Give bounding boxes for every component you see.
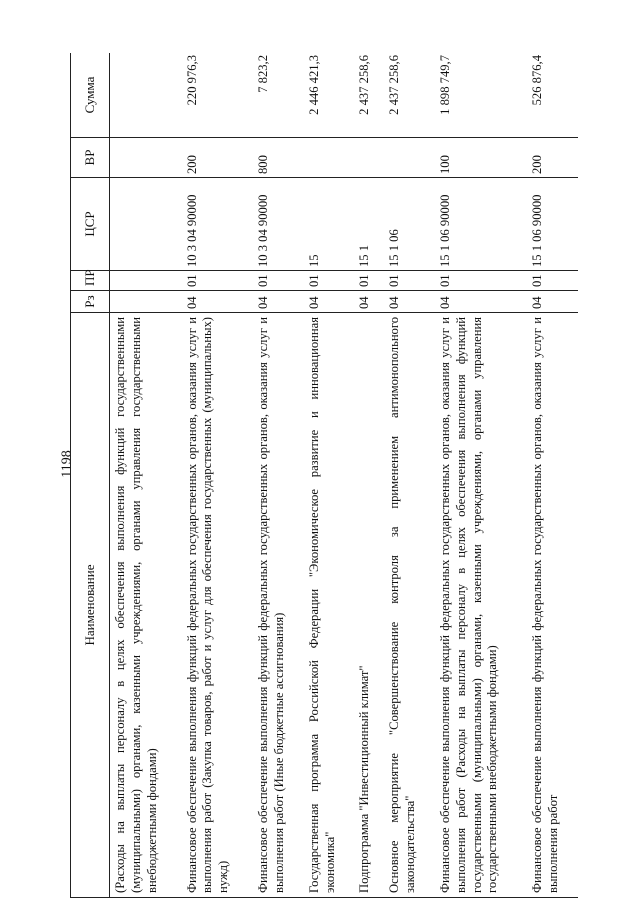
table-row <box>527 53 578 898</box>
row-csr: 10 3 04 90000 <box>253 178 304 271</box>
row-sum: 220 976,3 <box>182 53 253 138</box>
row-sum: 1 898 749,7 <box>435 53 527 138</box>
row-rz: 04 <box>253 291 304 313</box>
table-header-row <box>71 53 110 898</box>
row-csr: 10 3 04 90000 <box>182 178 253 271</box>
row-pr: 01 <box>384 271 435 291</box>
row-vr <box>304 138 355 178</box>
row-name: Подпрограмма "Инвестиционный климат" <box>354 313 384 898</box>
budget-table <box>70 53 578 898</box>
table-row <box>384 53 435 898</box>
row-rz: 04 <box>435 291 527 313</box>
row-csr: 15 1 06 90000 <box>527 178 578 271</box>
row-sum: 2 437 258,6 <box>354 53 384 138</box>
row-csr: 15 1 06 <box>384 178 435 271</box>
row-pr: 01 <box>354 271 384 291</box>
header-vr: ВР <box>71 138 110 178</box>
row-rz: 04 <box>354 291 384 313</box>
table-row <box>354 53 384 898</box>
row-name: Финансовое обеспечение выполнения функций федеральных государственных органов, оказания услуг и выполнения работ (Иные бюджетные ассигнования) <box>253 313 304 898</box>
row-name: Финансовое обеспечение выполнения функций федеральных государственных органов, оказания услуг и выполнения работ <box>527 313 578 898</box>
row-sum: 2 437 258,6 <box>384 53 435 138</box>
row-name: Основное мероприятие "Совершенствование контроля за применением антимонопольного законодательства" <box>384 313 435 898</box>
header-rz: Рз <box>71 291 110 313</box>
row-sum: 526 876,4 <box>527 53 578 138</box>
header-name: Наименование <box>71 313 110 898</box>
row-name: Финансовое обеспечение выполнения функций федеральных государственных органов, оказания услуг и выполнения работ (Расходы на выплаты персоналу в целях обеспечения выполнения функций государственными (муниципальными) органами, казенными учреждениями, органами управления государственными внебюджетными фондами) <box>435 313 527 898</box>
row-pr: 01 <box>304 271 355 291</box>
row-rz: 04 <box>384 291 435 313</box>
table-row <box>110 53 182 898</box>
budget-table-container <box>70 53 578 898</box>
row-rz: 04 <box>182 291 253 313</box>
table-row <box>182 53 253 898</box>
row-sum: 2 446 421,3 <box>304 53 355 138</box>
row-vr: 800 <box>253 138 304 178</box>
row-name: (Расходы на выплаты персоналу в целях обеспечения выполнения функций государственными (муниципальными) органами, казенными учреждениями, органами управления государственными внебюджетными фондами) <box>110 313 182 898</box>
row-vr <box>384 138 435 178</box>
row-csr: 15 1 <box>354 178 384 271</box>
row-name: Финансовое обеспечение выполнения функций федеральных государственных органов, оказания услуг и выполнения работ (Закупка товаров, работ и услуг для обеспечения государственных (муниципальных) нужд) <box>182 313 253 898</box>
header-csr: ЦСР <box>71 178 110 271</box>
row-csr: 15 <box>304 178 355 271</box>
row-pr: 01 <box>253 271 304 291</box>
row-csr: 15 1 06 90000 <box>435 178 527 271</box>
table-row <box>304 53 355 898</box>
row-rz <box>110 291 182 313</box>
row-name: Государственная программа Российской Федерации "Экономическое развитие и инновационная экономика" <box>304 313 355 898</box>
header-sum: Сумма <box>71 53 110 138</box>
rotated-table-frame <box>70 53 578 898</box>
row-pr: 01 <box>182 271 253 291</box>
row-vr: 200 <box>527 138 578 178</box>
page-number-text: 1198 <box>60 450 76 478</box>
header-pr: ПР <box>71 271 110 291</box>
row-csr <box>110 178 182 271</box>
row-sum <box>110 53 182 138</box>
row-rz: 04 <box>527 291 578 313</box>
row-pr: 01 <box>527 271 578 291</box>
row-sum: 7 823,2 <box>253 53 304 138</box>
table-row <box>253 53 304 898</box>
row-vr <box>110 138 182 178</box>
table-row <box>435 53 527 898</box>
row-rz: 04 <box>304 291 355 313</box>
row-pr <box>110 271 182 291</box>
row-vr: 100 <box>435 138 527 178</box>
row-pr: 01 <box>435 271 527 291</box>
row-vr: 200 <box>182 138 253 178</box>
row-vr <box>354 138 384 178</box>
